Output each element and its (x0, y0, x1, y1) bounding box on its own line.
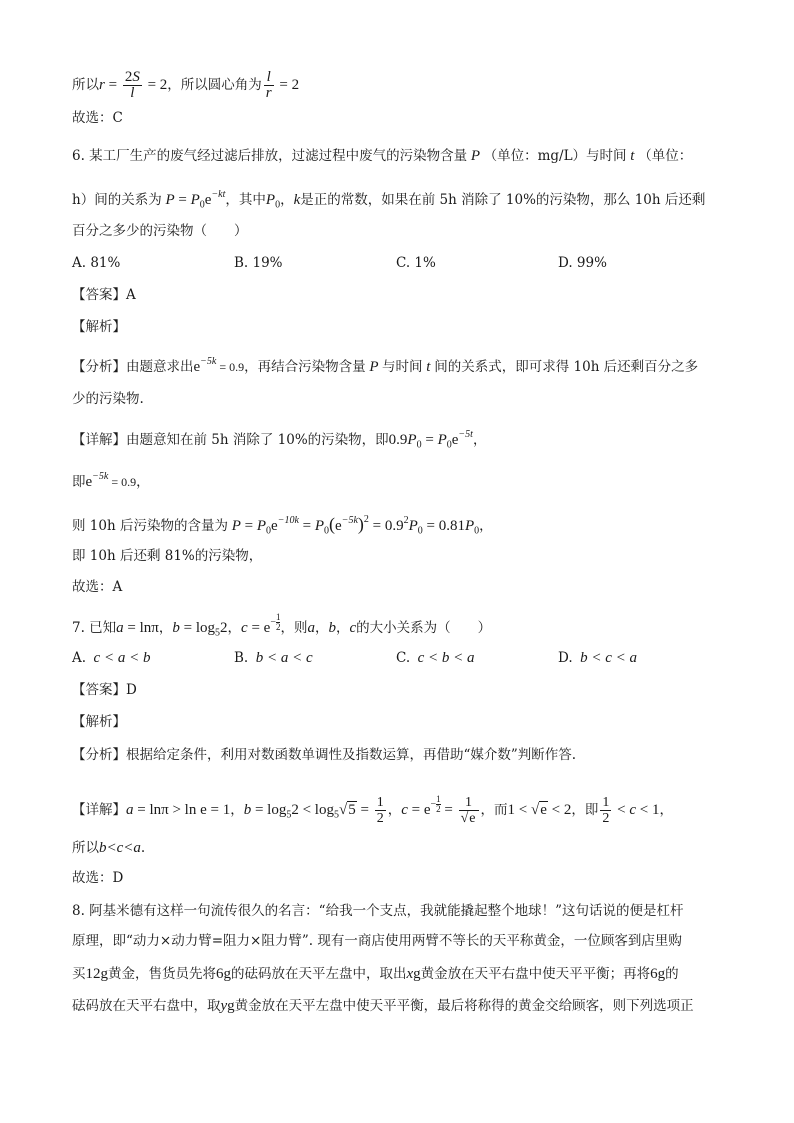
text: 买 (72, 966, 86, 982)
text: 是正的常数，如果在前 5h 消除了 10%的污染物，那么 10h 后还剩 (300, 192, 706, 208)
q7-option-c: C. c < b < a (396, 650, 475, 666)
q7-option-d: D. b < c < a (558, 650, 638, 666)
q6-stem-line1: 6. 某工厂生产的废气经过滤后排放，过滤过程中废气的污染物含量 P （单位：mg/L）与时间 t （单位： (72, 148, 693, 164)
q6-option-a: A. 81% (72, 255, 121, 271)
text: 所以 (72, 77, 99, 93)
q8-line3: 买12g黄金，售货员先将6g的砝码放在天平左盘中，取出xg黄金放在天平右盘中使天平平衡；再将6g的 (72, 966, 679, 982)
text: D. (558, 650, 573, 666)
q8-line4: 砝码放在天平右盘中，取yg黄金放在天平左盘中使天平平衡，最后将称得的黄金交给顾客，则下列选项正 (72, 998, 694, 1014)
text: 【详解】 (72, 802, 126, 818)
text: 间的关系式，即可求得 10h 后还剩百分之多 (434, 359, 699, 375)
text: 的大小关系为（ ） (356, 620, 492, 636)
text: 即 (72, 474, 86, 490)
q7-xiangjie: 【详解】a = lnπ > ln e = 1，$b = \log_52 < \log_5√5$ = $\frac{1}{2}$ ，$c = e^{- \frac{1}{2}}$ = $\frac{1}{√e}$ ，而1 < √e < 2，即 $\frac{1}{2}$ < c < 1， (72, 794, 673, 826)
q7-fenxi: 【分析】根据给定条件，利用对数函数单调性及指数运算，再借助“媒介数”判断作答. (72, 747, 577, 763)
text: ，所以圆心角为 (167, 77, 262, 93)
text: A. (72, 650, 87, 666)
text: ，其中 (225, 192, 266, 208)
q6-analysis-title: 【解析】 (72, 319, 126, 335)
q7-choice: 故选：D (72, 870, 124, 886)
q6-derive-line2: 则 10h 后污染物的含量为 $P = P_0e^{-10k} = P_0(e^{-5k})^2 = 0.9^2P_0 = 0.81P_0$， (72, 514, 493, 537)
q6-option-b: B. 19% (234, 255, 283, 271)
text: ，而 (480, 802, 508, 818)
q6-option-d: D. 99% (558, 255, 607, 271)
q6-choice: 故选：A (72, 579, 123, 595)
text: B. (234, 650, 249, 666)
q8-line2: 原理，即“动力×动力臂=阻力×阻力臂”. 现有一商店使用两臂不等长的天平称黄金，一位顾客到店里购 (72, 933, 682, 949)
text: 则 10h 后污染物的含量为 (72, 518, 228, 534)
text: （单位： (638, 148, 693, 164)
q6-fenxi-line1: 【分析】由题意求出$e^{-5k} = 0.9$，再结合污染物含量 P 与时间 t 间的关系式，即可求得 10h 后还剩百分之多 (72, 356, 699, 375)
text: ，则 (280, 620, 308, 636)
text: （单位：mg/L）与时间 (483, 148, 627, 164)
top-choice: 故选：C (72, 110, 123, 126)
q6-xiangjie-line1: 【详解】由题意知在前 5h 消除了 10%的污染物，即$0.9P_0 = P_0e^{-5t}$， (72, 429, 487, 451)
text: 黄金放在天平左盘中使天平平衡，最后将称得的黄金交给顾客，则下列选项正 (234, 998, 694, 1014)
q6-stem-line3: 百分之多少的污染物（ ） (72, 223, 248, 239)
text: ， (280, 192, 294, 208)
text: 砝码放在天平右盘中，取 (72, 998, 221, 1014)
text: 【详解】由题意知在前 5h 消除了 10%的污染物，即 (72, 432, 389, 448)
q7-answer: 【答案】D (72, 682, 137, 698)
q7-so: 所以b<c<a. (72, 840, 146, 856)
q6-stem-line2: h）间的关系为 $P = P_0e^{-kt}$，其中$P_0$，k是正的常数，如果在前 5h 消除了 10%的污染物，那么 10h 后还剩 (72, 189, 706, 211)
q7-option-a: A. c < a < b (72, 650, 151, 666)
q6-answer: 【答案】A (72, 287, 136, 303)
text: 7. 已知 (72, 620, 117, 636)
text: 黄金，售货员先将 (108, 966, 216, 982)
text: C. (396, 650, 411, 666)
text: 的 (665, 966, 679, 982)
text: 与时间 (382, 359, 423, 375)
q7-analysis-title: 【解析】 (72, 714, 126, 730)
q7-option-b: B. b < a < c (234, 650, 313, 666)
text: ，即 (571, 802, 599, 818)
text: 6. 某工厂生产的废气经过滤后排放，过滤过程中废气的污染物含量 (72, 148, 468, 164)
text: 所以 (72, 840, 99, 856)
q6-fenxi-line2: 少的污染物. (72, 391, 144, 407)
top-conclusion-line: 所以r = $\frac{2S}{l}$ = 2，所以圆心角为 $\frac{l}{r}$ = 2 (72, 69, 300, 101)
text: h）间的关系为 (72, 192, 162, 208)
q6-derive-line3: 即 10h 后还剩 81%的污染物， (72, 548, 263, 564)
q8-line1: 8. 阿基米德有这样一句流传很久的名言：“给我一个支点，我就能撬起整个地球！”这句话说的便是杠杆 (72, 903, 684, 919)
text: 【分析】由题意求出 (72, 359, 194, 375)
text: ，再结合污染物含量 (244, 359, 366, 375)
q6-derive-line1: 即$e^{-5k} = 0.9$， (72, 471, 150, 490)
q7-stem: 7. 已知a = lnπ，$b = \log_52$，$c = e^{- \frac{1}{2}}$ ，则a，b，c的大小关系为（ ） (72, 612, 492, 639)
text: 的砝码放在天平左盘中，取出 (231, 966, 407, 982)
text: 黄金放在天平右盘中使天平平衡；再将 (420, 966, 651, 982)
q6-option-c: C. 1% (396, 255, 436, 271)
